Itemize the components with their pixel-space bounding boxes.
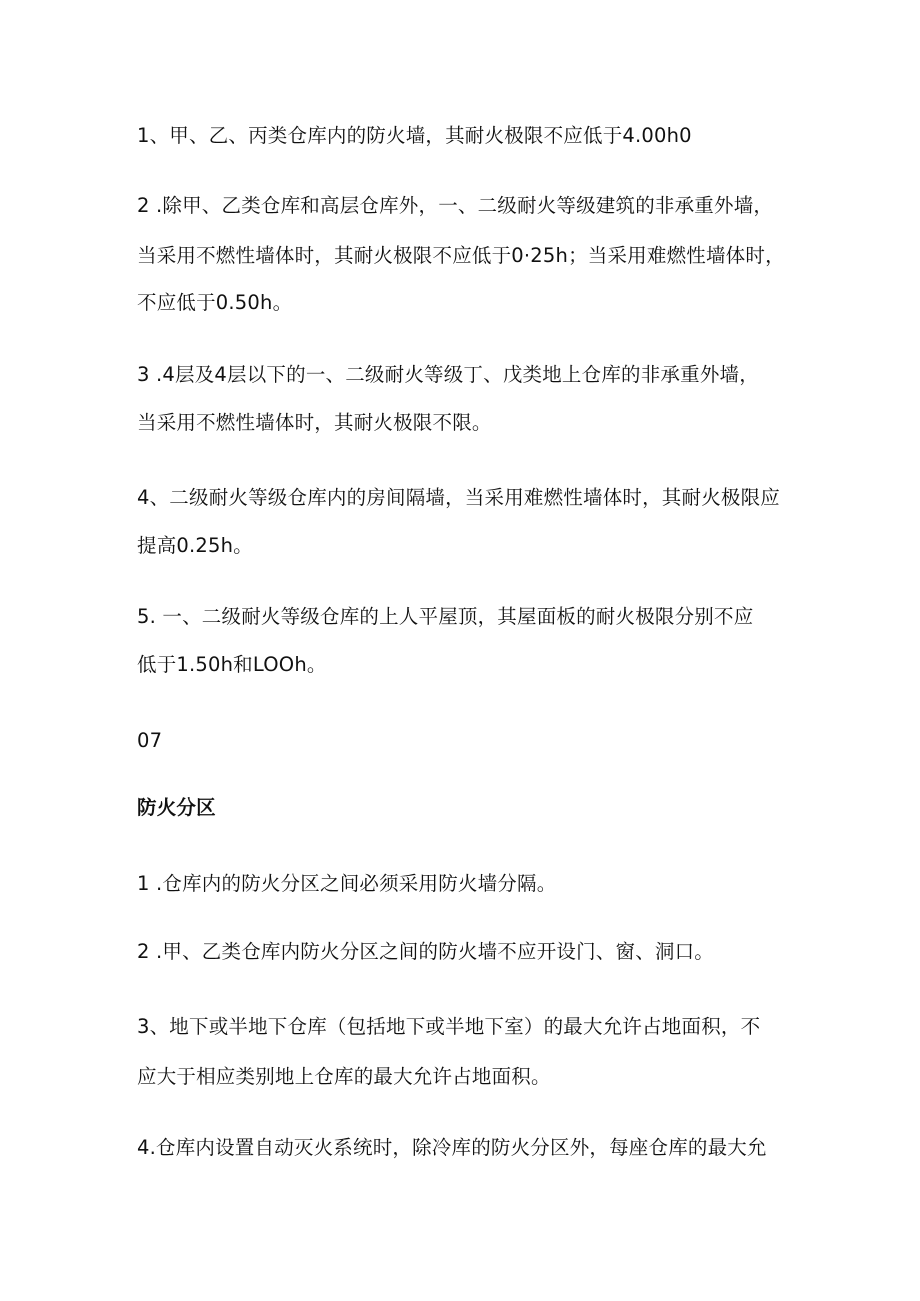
rule-1: 1 .仓库内的防火分区之间必须采用防火墙分隔。 [137,872,557,895]
paragraph-2-line-2: 当采用不燃性墙体时，其耐火极限不应低于0·25h；当采用难燃性墙体时， [137,244,785,267]
rule-3-line-2: 应大于相应类别地上仓库的最大允许占地面积。 [137,1065,551,1088]
section-heading: 防火分区 [137,796,216,819]
paragraph-4-line-1: 4、二级耐火等级仓库内的房间隔墙，当采用难燃性墙体时，其耐火极限应 [137,486,781,509]
section-number: 07 [137,729,163,752]
paragraph-3-line-1: 3 .4层及4层以下的一、二级耐火等级丁、戊类地上仓库的非承重外墙， [137,363,759,386]
paragraph-5-line-1: 5. 一、二级耐火等级仓库的上人平屋顶，其屋面板的耐火极限分别不应 [137,605,754,628]
paragraph-4-line-2: 提高0.25h。 [137,534,253,557]
rule-2: 2 .甲、乙类仓库内防火分区之间的防火墙不应开设门、窗、洞口。 [137,940,715,963]
rule-3-line-1: 3、地下或半地下仓库（包括地下或半地下室）的最大允许占地面积，不 [137,1015,761,1038]
paragraph-3-line-2: 当采用不燃性墙体时，其耐火极限不限。 [137,411,492,434]
paragraph-5-line-2: 低于1.50h和LOOh。 [137,653,327,676]
paragraph-2-line-3: 不应低于0.50h。 [137,291,293,314]
rule-4-line-1: 4.仓库内设置自动灭火系统时，除冷库的防火分区外，每座仓库的最大允 [137,1136,767,1159]
paragraph-2-line-1: 2 .除甲、乙类仓库和高层仓库外，一、二级耐火等级建筑的非承重外墙， [137,194,774,217]
paragraph-1-line-1: 1、甲、乙、丙类仓库内的防火墙，其耐火极限不应低于4.00h0 [137,124,692,147]
